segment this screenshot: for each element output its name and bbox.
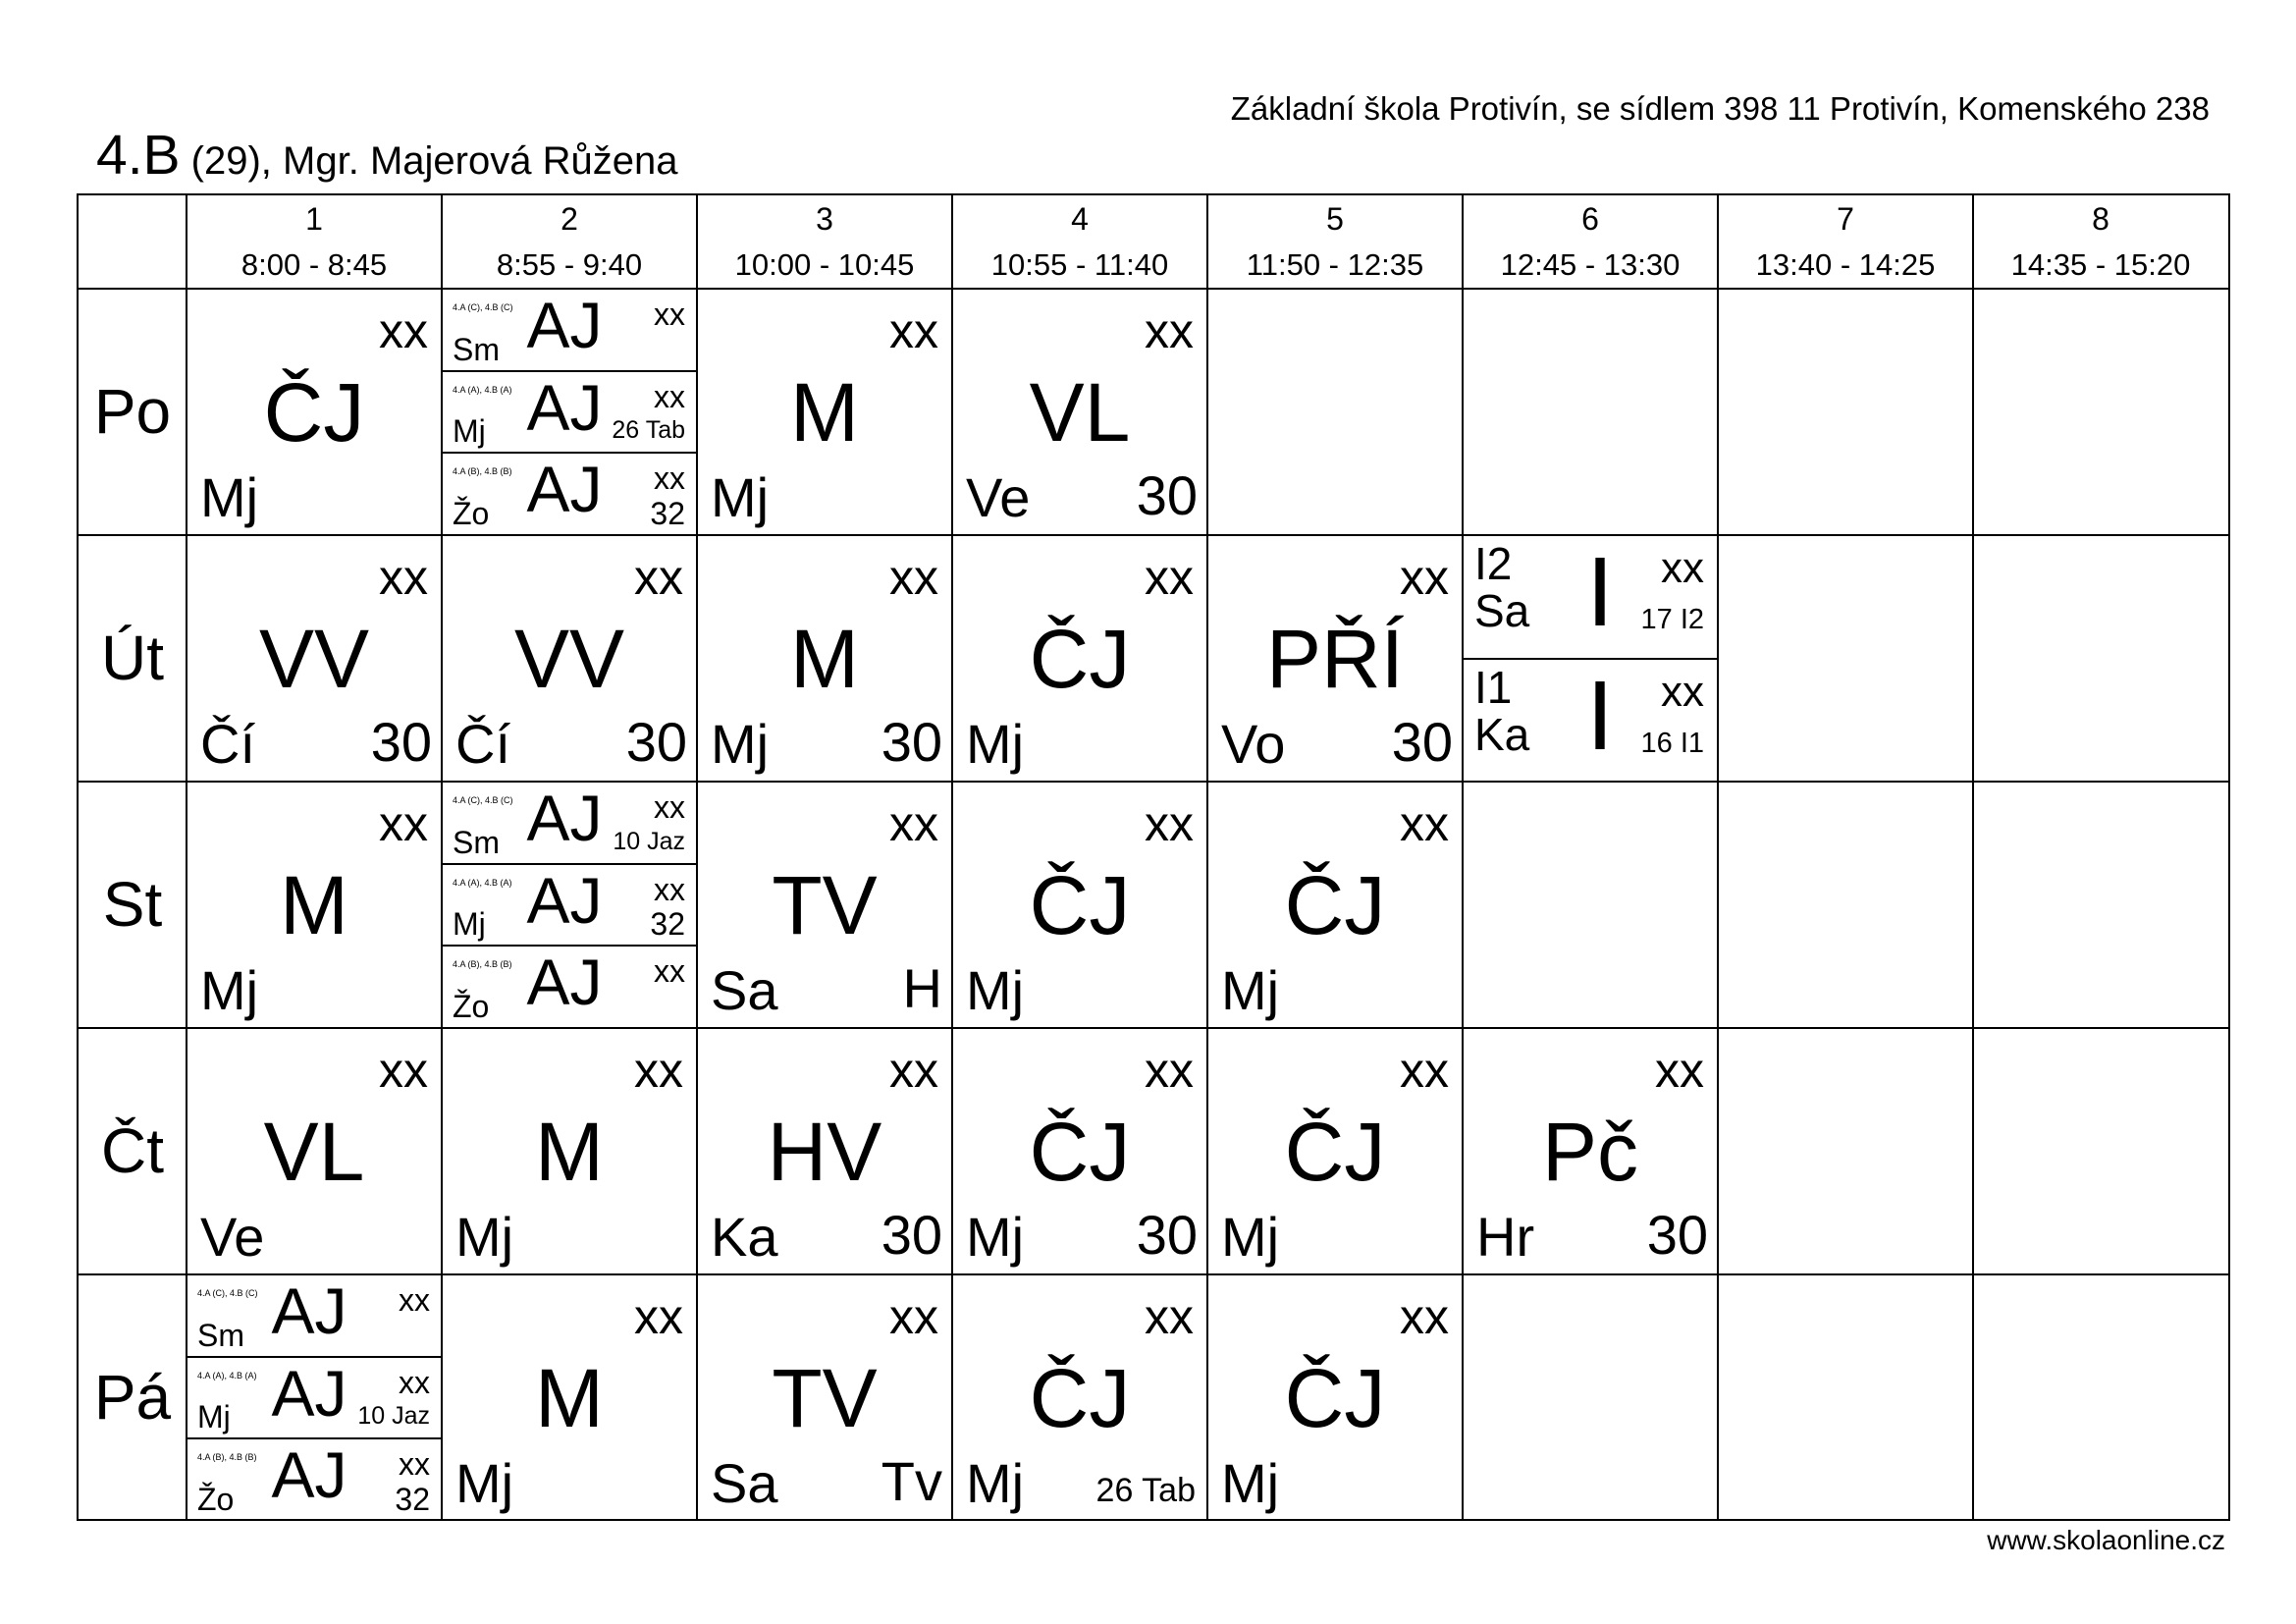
lesson-subject: TV	[772, 858, 878, 951]
split-teacher: Sm	[453, 331, 500, 367]
split-room: xx	[654, 789, 685, 825]
lesson-room: xx	[1400, 550, 1449, 605]
period-time: 10:55 - 11:40	[990, 247, 1169, 282]
split-subject: AJ	[526, 946, 603, 1019]
split-subject: I	[1586, 660, 1614, 771]
lesson-room: xx	[889, 1289, 938, 1344]
lesson-cell	[187, 782, 442, 1028]
lesson-teacher: Sa	[711, 959, 778, 1021]
split-room: xx	[654, 378, 685, 414]
split-room: xx	[654, 460, 685, 497]
split-groups: 4.A (C), 4.B (C)	[197, 1288, 258, 1298]
lesson-subject: M	[535, 1105, 604, 1198]
class-info: (29), Mgr. Majerová Růžena	[180, 139, 678, 183]
lesson-teacher: Mj	[455, 1452, 514, 1514]
period-header	[1207, 195, 1463, 289]
lesson-cell	[1207, 1028, 1463, 1274]
split-room: xx	[654, 871, 685, 907]
lesson-subject: ČJ	[1284, 1105, 1386, 1198]
split-room: xx	[654, 953, 685, 990]
lesson-cell	[697, 782, 952, 1028]
split-group: 26 Tab	[612, 416, 685, 445]
lesson-teacher: Mj	[711, 466, 770, 528]
lesson-cell	[952, 1028, 1207, 1274]
lesson-room: xx	[889, 550, 938, 605]
empty-slot	[1207, 289, 1463, 535]
lesson-cell	[952, 1274, 1207, 1521]
split-teacher: Sm	[453, 824, 500, 860]
lesson-teacher: Hr	[1476, 1206, 1535, 1268]
class-name: 4.B	[96, 124, 181, 187]
lesson-subject: ČJ	[1029, 1351, 1131, 1444]
lesson-cell	[952, 289, 1207, 535]
split-room: xx	[399, 1364, 430, 1400]
lesson-subject: M	[790, 612, 859, 705]
split-lesson	[442, 371, 697, 454]
split-room: xx	[1661, 544, 1704, 592]
split-groups: 4.A (A), 4.B (A)	[453, 877, 512, 888]
split-room: xx	[399, 1446, 430, 1483]
split-room: xx	[1661, 667, 1704, 716]
split-groups: I1	[1474, 661, 1513, 713]
split-groups: 4.A (A), 4.B (A)	[197, 1370, 257, 1380]
lesson-teacher: Ve	[966, 466, 1031, 528]
split-groups: 4.A (B), 4.B (B)	[453, 959, 512, 970]
lesson-group: 30	[370, 711, 432, 773]
lesson-teacher: Čí	[455, 713, 510, 775]
lesson-teacher: Mj	[966, 959, 1025, 1021]
lesson-group: H	[902, 957, 942, 1019]
lesson-group: 30	[1646, 1204, 1708, 1266]
lesson-cell	[442, 1274, 697, 1521]
period-number: 1	[305, 201, 323, 237]
lesson-subject: ČJ	[1284, 858, 1386, 951]
lesson-group: 30	[881, 711, 942, 773]
split-subject: AJ	[526, 289, 603, 361]
period-time: 10:00 - 10:45	[734, 247, 915, 282]
split-group: 10 Jaz	[613, 827, 685, 855]
period-header	[1718, 195, 1973, 289]
lesson-room: xx	[889, 303, 938, 358]
lesson-cell	[1207, 782, 1463, 1028]
lesson-group: Tv	[881, 1450, 942, 1512]
split-lesson	[442, 289, 697, 371]
lesson-room: xx	[1145, 303, 1194, 358]
lesson-cell	[187, 535, 442, 782]
empty-slot	[1463, 289, 1718, 535]
lesson-subject: M	[790, 365, 859, 459]
split-subject: AJ	[271, 1356, 347, 1430]
empty-slot	[1718, 1274, 1973, 1521]
period-header	[442, 195, 697, 289]
lesson-teacher: Čí	[200, 713, 255, 775]
period-header	[697, 195, 952, 289]
lesson-teacher: Mj	[966, 1452, 1025, 1514]
page-title	[96, 123, 677, 188]
lesson-subject: ČJ	[1029, 612, 1131, 705]
lesson-room: xx	[1145, 1289, 1194, 1344]
split-lesson	[187, 1357, 442, 1439]
split-group: 16 I1	[1640, 727, 1704, 759]
lesson-room: xx	[1145, 1043, 1194, 1098]
lesson-cell	[442, 535, 697, 782]
split-lesson	[442, 946, 697, 1028]
period-number: 6	[1581, 201, 1599, 237]
lesson-cell	[952, 782, 1207, 1028]
lesson-group: 30	[881, 1204, 942, 1266]
lesson-subject: ČJ	[1029, 858, 1131, 951]
school-name: Základní škola Protivín, se sídlem 398 11 Protivín, Komenského 238	[1230, 90, 2210, 127]
split-teacher: Ka	[1474, 708, 1530, 760]
lesson-cell	[952, 535, 1207, 782]
lesson-group: 30	[1136, 464, 1198, 526]
split-room: xx	[399, 1282, 430, 1318]
split-teacher: Mj	[197, 1399, 231, 1435]
lesson-room: xx	[379, 1043, 428, 1098]
split-teacher: Mj	[453, 906, 486, 943]
lesson-cell	[697, 289, 952, 535]
empty-slot	[1973, 1274, 2228, 1521]
split-subject: AJ	[526, 782, 603, 854]
empty-slot	[1463, 1274, 1718, 1521]
split-groups: I2	[1474, 538, 1513, 589]
lesson-teacher: Vo	[1221, 713, 1286, 775]
lesson-group: 30	[625, 711, 687, 773]
day-label: Po	[93, 375, 172, 447]
split-group: 32	[650, 906, 685, 943]
split-teacher: Sm	[197, 1317, 244, 1353]
lesson-room: xx	[379, 550, 428, 605]
lesson-subject: VL	[1029, 365, 1131, 459]
lesson-cell	[1463, 535, 1718, 782]
split-subject: AJ	[526, 453, 603, 526]
empty-slot	[1973, 782, 2228, 1028]
split-lesson	[442, 453, 697, 535]
lesson-room: xx	[889, 796, 938, 851]
lesson-teacher: Mj	[1221, 1206, 1280, 1268]
empty-slot	[1718, 289, 1973, 535]
period-time: 14:35 - 15:20	[2010, 247, 2191, 282]
period-time: 12:45 - 13:30	[1500, 247, 1681, 282]
lesson-teacher: Mj	[455, 1206, 514, 1268]
day-label: Čt	[101, 1114, 164, 1186]
lesson-cell	[697, 1028, 952, 1274]
lesson-cell	[1207, 1274, 1463, 1521]
empty-slot	[1973, 289, 2228, 535]
period-header	[1973, 195, 2228, 289]
lesson-room: xx	[1145, 550, 1194, 605]
empty-slot	[1718, 782, 1973, 1028]
split-groups: 4.A (A), 4.B (A)	[453, 384, 512, 395]
period-number: 7	[1837, 201, 1854, 237]
split-groups: 4.A (C), 4.B (C)	[453, 795, 513, 805]
split-group: 10 Jaz	[357, 1402, 430, 1431]
lesson-cell	[442, 1028, 697, 1274]
lesson-teacher: Mj	[711, 713, 770, 775]
lesson-cell	[442, 782, 697, 1028]
day-label: St	[102, 868, 163, 940]
lesson-room: xx	[634, 1289, 683, 1344]
lesson-subject: ČJ	[1284, 1351, 1386, 1444]
lesson-room: xx	[634, 1043, 683, 1098]
lesson-room: xx	[379, 303, 428, 358]
lesson-subject: VL	[263, 1105, 365, 1198]
lesson-subject: ČJ	[263, 365, 365, 459]
empty-slot	[1463, 782, 1718, 1028]
split-subject: I	[1586, 537, 1614, 647]
split-lesson	[1463, 535, 1718, 659]
empty-slot	[1973, 535, 2228, 782]
lesson-cell	[442, 289, 697, 535]
split-subject: AJ	[271, 1274, 347, 1347]
empty-slot	[1718, 1028, 1973, 1274]
lesson-group: 30	[1391, 711, 1453, 773]
lesson-group: 26 Tab	[1095, 1472, 1196, 1509]
period-number: 8	[2092, 201, 2109, 237]
lesson-room: xx	[1400, 1289, 1449, 1344]
lesson-teacher: Ve	[200, 1206, 265, 1268]
split-subject: AJ	[526, 863, 603, 937]
split-teacher: Mj	[453, 413, 486, 450]
lesson-cell	[697, 1274, 952, 1521]
split-room: xx	[654, 297, 685, 332]
period-header	[187, 195, 442, 289]
footer-site: www.skolaonline.cz	[1987, 1525, 2225, 1555]
period-time: 8:00 - 8:45	[240, 247, 388, 282]
lesson-cell	[697, 535, 952, 782]
split-teacher: Žo	[453, 495, 490, 531]
lesson-teacher: Sa	[711, 1452, 778, 1514]
lesson-subject: PŘÍ	[1265, 612, 1405, 705]
lesson-subject: TV	[772, 1351, 878, 1444]
split-groups: 4.A (B), 4.B (B)	[197, 1452, 257, 1463]
period-header	[952, 195, 1207, 289]
lesson-cell	[187, 289, 442, 535]
split-group: 17 I2	[1640, 604, 1704, 635]
period-number: 3	[816, 201, 833, 237]
split-teacher: Žo	[453, 988, 490, 1024]
lesson-room: xx	[1400, 796, 1449, 851]
split-lesson	[187, 1438, 442, 1521]
lesson-room: xx	[1400, 1043, 1449, 1098]
day-label: Út	[101, 622, 164, 693]
split-lesson	[187, 1274, 442, 1357]
period-time: 13:40 - 14:25	[1755, 247, 1936, 282]
split-groups: 4.A (B), 4.B (B)	[453, 466, 512, 477]
day-label: Pá	[93, 1361, 172, 1433]
lesson-room: xx	[1145, 796, 1194, 851]
period-time: 8:55 - 9:40	[496, 247, 643, 282]
lesson-room: xx	[889, 1043, 938, 1098]
empty-slot	[1718, 535, 1973, 782]
period-number: 2	[561, 201, 578, 237]
timetable-grid	[77, 193, 2230, 1521]
split-group: 32	[650, 495, 685, 531]
split-subject: AJ	[526, 370, 603, 444]
lesson-subject: Pč	[1541, 1105, 1639, 1198]
lesson-cell	[1463, 1028, 1718, 1274]
split-teacher: Sa	[1474, 585, 1530, 636]
split-groups: 4.A (C), 4.B (C)	[453, 302, 513, 312]
lesson-teacher: Mj	[200, 466, 259, 528]
period-number: 4	[1071, 201, 1089, 237]
lesson-cell	[1207, 535, 1463, 782]
lesson-subject: VV	[258, 612, 370, 705]
split-lesson	[1463, 659, 1718, 783]
lesson-room: xx	[379, 796, 428, 851]
lesson-cell	[187, 1028, 442, 1274]
empty-slot	[1973, 1028, 2228, 1274]
lesson-subject: M	[280, 858, 348, 951]
lesson-room: xx	[634, 550, 683, 605]
period-number: 5	[1326, 201, 1344, 237]
split-group: 32	[395, 1481, 430, 1517]
lesson-teacher: Mj	[966, 1206, 1025, 1268]
split-teacher: Žo	[197, 1481, 235, 1517]
lesson-subject: HV	[767, 1105, 882, 1198]
period-header	[1463, 195, 1718, 289]
lesson-group: 30	[1136, 1204, 1198, 1266]
lesson-subject: VV	[513, 612, 625, 705]
lesson-teacher: Mj	[200, 959, 259, 1021]
period-time: 11:50 - 12:35	[1246, 247, 1424, 282]
lesson-subject: ČJ	[1029, 1105, 1131, 1198]
lesson-teacher: Ka	[711, 1206, 778, 1268]
split-lesson	[442, 864, 697, 947]
lesson-teacher: Mj	[1221, 1452, 1280, 1514]
lesson-teacher: Mj	[1221, 959, 1280, 1021]
lesson-teacher: Mj	[966, 713, 1025, 775]
split-subject: AJ	[271, 1438, 347, 1512]
split-lesson	[442, 782, 697, 864]
lesson-subject: M	[535, 1351, 604, 1444]
lesson-cell	[187, 1274, 442, 1521]
lesson-room: xx	[1655, 1043, 1704, 1098]
